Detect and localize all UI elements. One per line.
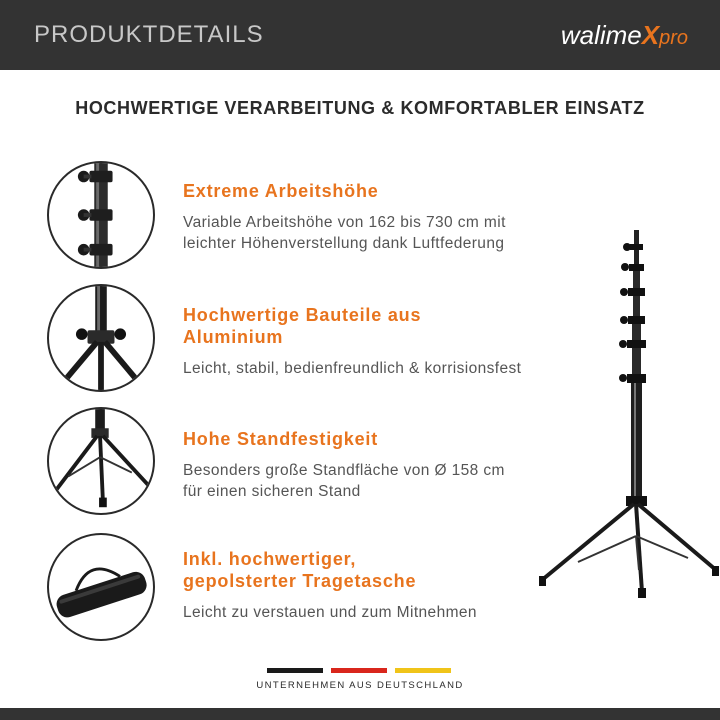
feature-desc-line: Besonders große Standfläche von Ø 158 cm <box>183 462 505 479</box>
tripod-base-icon <box>49 409 153 513</box>
leg-joint-icon <box>49 286 153 390</box>
flag-stripe-gold <box>395 668 451 673</box>
feature-desc-line: Variable Arbeitshöhe von 162 bis 730 cm mit <box>183 214 506 231</box>
feature-title <box>183 304 563 348</box>
logo-brand: walime <box>560 20 642 50</box>
feature-aluminium <box>183 304 563 379</box>
feature-desc-line: Leicht zu verstauen und zum Mitnehmen <box>183 604 477 621</box>
logo-x: X <box>641 20 660 50</box>
footer-text: UNTERNEHMEN AUS DEUTSCHLAND <box>256 680 464 691</box>
carry-bag-image <box>47 533 155 641</box>
feature-title: Extreme Arbeitshöhe <box>183 181 379 201</box>
feature-title-line: Hochwertige Bauteile aus <box>183 305 422 325</box>
feature-title: Hohe Standfestigkeit <box>183 429 379 449</box>
feature-desc <box>183 358 563 379</box>
walimex-pro-logo <box>561 18 688 55</box>
main-title: HOCHWERTIGE VERARBEITUNG & KOMFORTABLER EINSATZ <box>75 98 645 118</box>
tripod-base-image <box>47 407 155 515</box>
flag-stripe-red <box>331 668 387 673</box>
telescopic-column-image <box>47 161 155 269</box>
flag-stripe-black <box>267 668 323 673</box>
telescopic-column-icon <box>49 163 153 267</box>
carry-bag-icon <box>49 535 153 639</box>
header-title: PRODUKTDETAILS <box>34 21 264 48</box>
feature-desc-line: für einen sicheren Stand <box>183 483 361 500</box>
feature-desc-line: leichter Höhenverstellung dank Luftfederung <box>183 235 505 252</box>
feature-desc <box>183 460 563 502</box>
feature-title-line: gepolsterter Tragetasche <box>183 571 417 591</box>
feature-desc <box>183 602 563 623</box>
leg-joint-image <box>47 284 155 392</box>
feature-desc-line: Leicht, stabil, bedienfreundlich & korrisionsfest <box>183 360 522 377</box>
feature-stability <box>183 428 563 502</box>
feature-carry-bag <box>183 548 563 623</box>
feature-title <box>183 548 563 592</box>
logo-pro: pro <box>659 27 688 49</box>
feature-working-height <box>183 180 563 254</box>
header-bar <box>0 0 720 70</box>
feature-desc <box>183 212 563 254</box>
feature-title-line: Aluminium <box>183 327 284 347</box>
feature-title-line: Inkl. hochwertiger, <box>183 549 357 569</box>
light-stand-image <box>538 230 720 610</box>
bottom-bar <box>0 708 720 720</box>
